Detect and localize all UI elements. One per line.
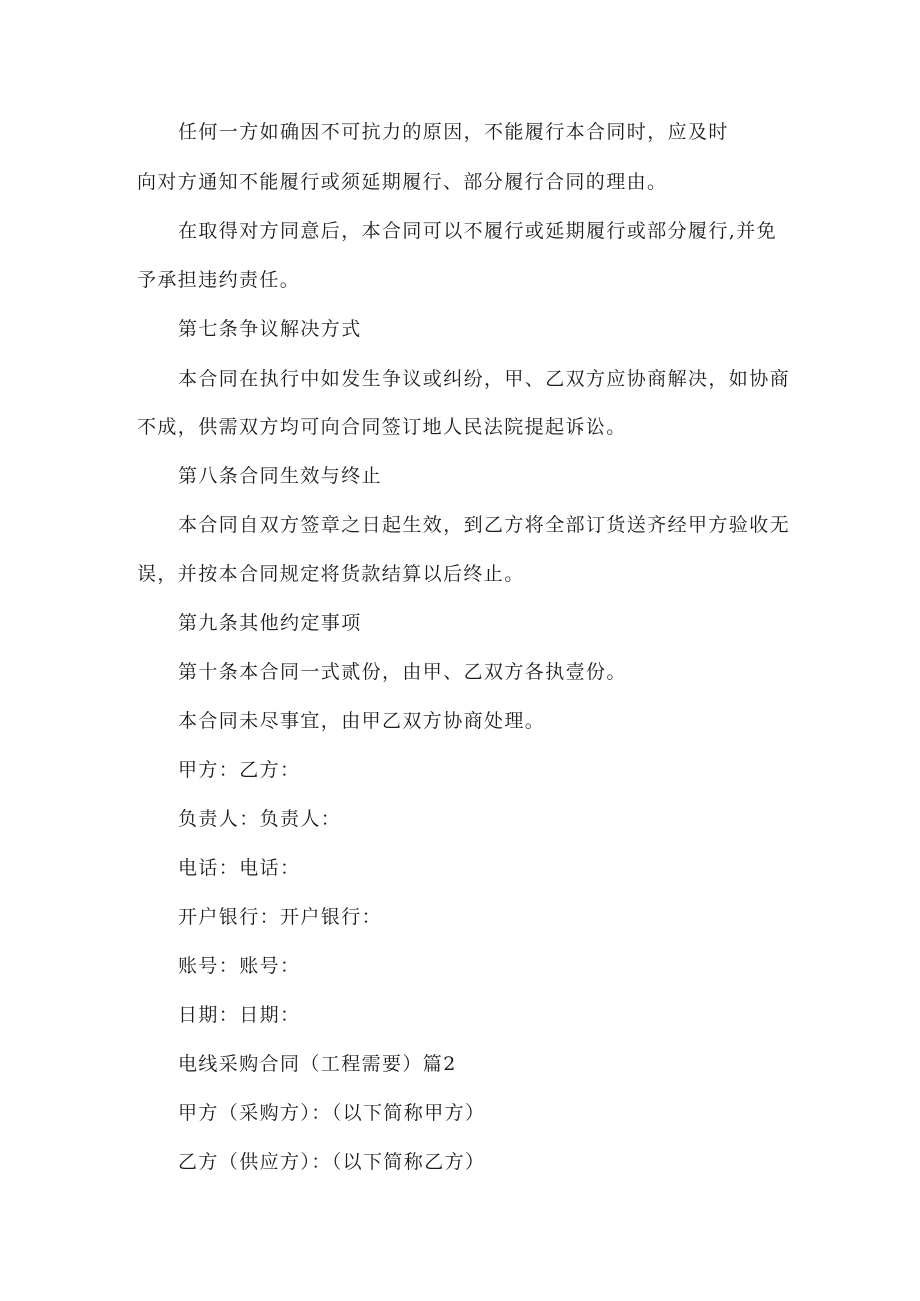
signature-bank-row: 开户银行：开户银行： xyxy=(178,906,383,928)
paragraph-dispute-line-2: 不成，供需双方均可向合同签订地人民法院提起诉讼。 xyxy=(137,416,627,438)
paragraph-force-majeure-line-2: 向对方通知不能履行或须延期履行、部分履行合同的理由。 xyxy=(137,171,668,193)
paragraph-consent-line-1: 在取得对方同意后，本合同可以不履行或延期履行或部分履行,并免 xyxy=(178,220,778,242)
party-b-line: 乙方（供应方）：（以下简称乙方） xyxy=(178,1151,486,1173)
heading-article-7: 第七条争议解决方式 xyxy=(178,318,362,340)
paragraph-consent-line-2: 予承担违约责任。 xyxy=(137,269,301,291)
heading-article-8: 第八条合同生效与终止 xyxy=(178,465,383,487)
signature-party-row: 甲方：乙方： xyxy=(178,759,301,781)
party-a-line: 甲方（采购方）：（以下简称甲方） xyxy=(178,1102,486,1124)
section-title-contract-2: 电线采购合同（工程需要）篇2 xyxy=(178,1053,457,1075)
signature-person-in-charge-row: 负责人：负责人： xyxy=(178,808,342,830)
paragraph-unresolved-matters: 本合同未尽事宜，由甲乙双方协商处理。 xyxy=(178,710,546,732)
heading-article-10: 第十条本合同一式贰份，由甲、乙双方各执壹份。 xyxy=(178,661,627,683)
signature-account-row: 账号：账号： xyxy=(178,955,301,977)
signature-phone-row: 电话：电话： xyxy=(178,857,301,879)
paragraph-effect-line-1: 本合同自双方签章之日起生效，到乙方将全部订货送齐经甲方验收无 xyxy=(178,514,791,536)
heading-article-9: 第九条其他约定事项 xyxy=(178,612,362,634)
paragraph-effect-line-2: 误，并按本合同规定将货款结算以后终止。 xyxy=(137,563,525,585)
paragraph-force-majeure-line-1: 任何一方如确因不可抗力的原因，不能履行本合同时，应及时 xyxy=(178,121,729,143)
signature-date-row: 日期：日期： xyxy=(178,1004,301,1026)
paragraph-dispute-line-1: 本合同在执行中如发生争议或纠纷，甲、乙双方应协商解决，如协商 xyxy=(178,368,791,390)
